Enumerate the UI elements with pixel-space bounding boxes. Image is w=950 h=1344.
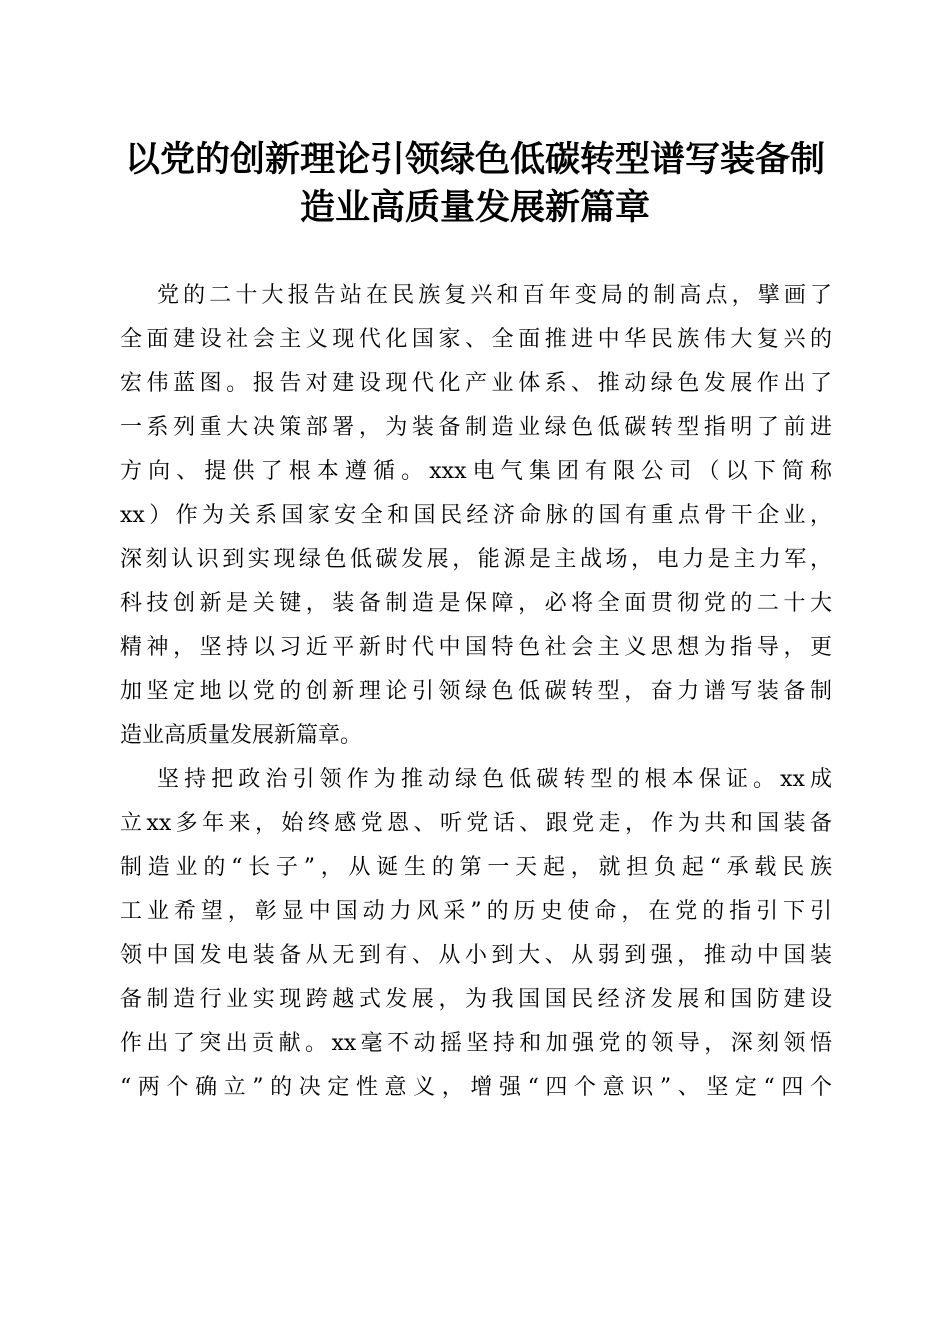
paragraph-2 [120, 758, 832, 1110]
title-line-2: 造业高质量发展新篇章 [299, 187, 650, 228]
paragraph-2-line: “两个确立”的决定性意义，增强“四个意识”、坚定“四个 [120, 1075, 832, 1100]
paragraph-2-line: 工业希望，彰显中国动力风采”的历史使命，在党的指引下引 [120, 899, 832, 924]
paragraph-1-line: 加坚定地以党的创新理论引领绿色低碳转型，奋力谱写装备制 [120, 679, 832, 704]
document-title [100, 136, 850, 232]
paragraph-2-line: 坚持把政治引领作为推动绿色低碳转型的根本保证。xx成 [157, 767, 832, 792]
paragraph-1-line: xx）作为关系国家安全和国民经济命脉的国有重点骨干企业， [120, 503, 832, 528]
paragraph-1 [120, 274, 832, 758]
paragraph-2-line: 作出了突出贡献。xx毫不动摇坚持和加强党的领导，深刻领悟 [120, 1031, 832, 1056]
paragraph-2-line: 领中国发电装备从无到有、从小到大、从弱到强，推动中国装 [120, 943, 832, 968]
paragraph-1-line: 深刻认识到实现绿色低碳发展，能源是主战场，电力是主力军， [120, 547, 832, 572]
paragraph-1-line: 全面建设社会主义现代化国家、全面推进中华民族伟大复兴的 [120, 327, 832, 352]
paragraph-1-line: 精神，坚持以习近平新时代中国特色社会主义思想为指导，更 [120, 635, 832, 660]
paragraph-1-line: 造业高质量发展新篇章。 [120, 723, 363, 748]
paragraph-1-line: 宏伟蓝图。报告对建设现代化产业体系、推动绿色发展作出了 [120, 371, 832, 396]
paragraph-2-line: 备制造行业实现跨越式发展，为我国国民经济发展和国防建设 [120, 987, 832, 1012]
document-body [120, 274, 832, 1110]
paragraph-2-line: 制造业的“长子”，从诞生的第一天起，就担负起“承载民族 [120, 855, 832, 880]
paragraph-1-line: 一系列重大决策部署，为装备制造业绿色低碳转型指明了前进 [120, 415, 832, 440]
paragraph-1-line: 党的二十大报告站在民族复兴和百年变局的制高点，擘画了 [157, 283, 832, 308]
paragraph-1-line: 科技创新是关键，装备制造是保障，必将全面贯彻党的二十大 [120, 591, 832, 616]
paragraph-1-line: 方向、提供了根本遵循。xxx电气集团有限公司（以下简称 [120, 459, 832, 484]
title-line-1: 以党的创新理论引领绿色低碳转型谱写装备制 [124, 139, 825, 180]
paragraph-2-line: 立xx多年来，始终感党恩、听党话、跟党走，作为共和国装备 [120, 811, 832, 836]
